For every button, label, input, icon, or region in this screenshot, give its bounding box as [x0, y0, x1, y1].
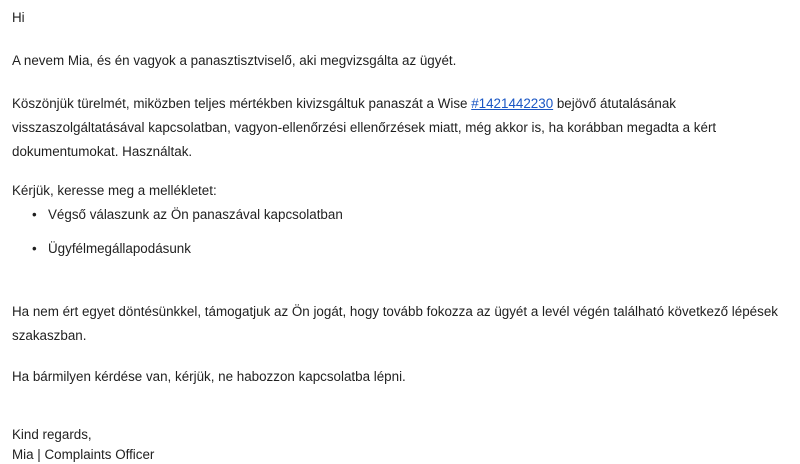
- signature: Mia | Complaints Officer: [12, 447, 155, 462]
- attachment-label: Ügyfélmegállapodásunk: [48, 241, 191, 256]
- bullet-icon: •: [32, 207, 37, 222]
- signoff: Kind regards,: [12, 427, 92, 442]
- complaint-text-end: bejövő átutalásának visszaszolgáltatásával kapcsolatban, vagyon-ellenőrzési ellenőrzések miatt, még akkor is, ha korábban megadta a kért dokumentumokat. Használtak.: [12, 96, 717, 159]
- attachment-item: [26, 240, 343, 258]
- bullet-icon: •: [32, 241, 37, 256]
- attachment-list: [26, 206, 343, 274]
- intro-paragraph: A nevem Mia, és én vagyok a panasztisztviselő, aki megvizsgálta az ügyét.: [12, 53, 457, 68]
- attachment-item: [26, 206, 343, 224]
- contact-paragraph: Ha bármilyen kérdése van, kérjük, ne habozzon kapcsolatba lépni.: [12, 369, 406, 384]
- greeting: Hi: [12, 10, 25, 25]
- transfer-reference-link[interactable]: #1421442230: [471, 96, 554, 111]
- complaint-text-start: Köszönjük türelmét, miközben teljes mértékben kivizsgáltuk panaszát a Wise: [12, 96, 472, 111]
- complaint-paragraph: [12, 92, 782, 164]
- attachments-intro: Kérjük, keresse meg a mellékletet:: [12, 183, 217, 198]
- escalation-paragraph: Ha nem ért egyet döntésünkkel, támogatjuk az Ön jogát, hogy tovább fokozza az ügyét a levél végén található következő lépések szakaszban.: [12, 304, 778, 343]
- attachment-label: Végső válaszunk az Ön panaszával kapcsolatban: [48, 207, 343, 222]
